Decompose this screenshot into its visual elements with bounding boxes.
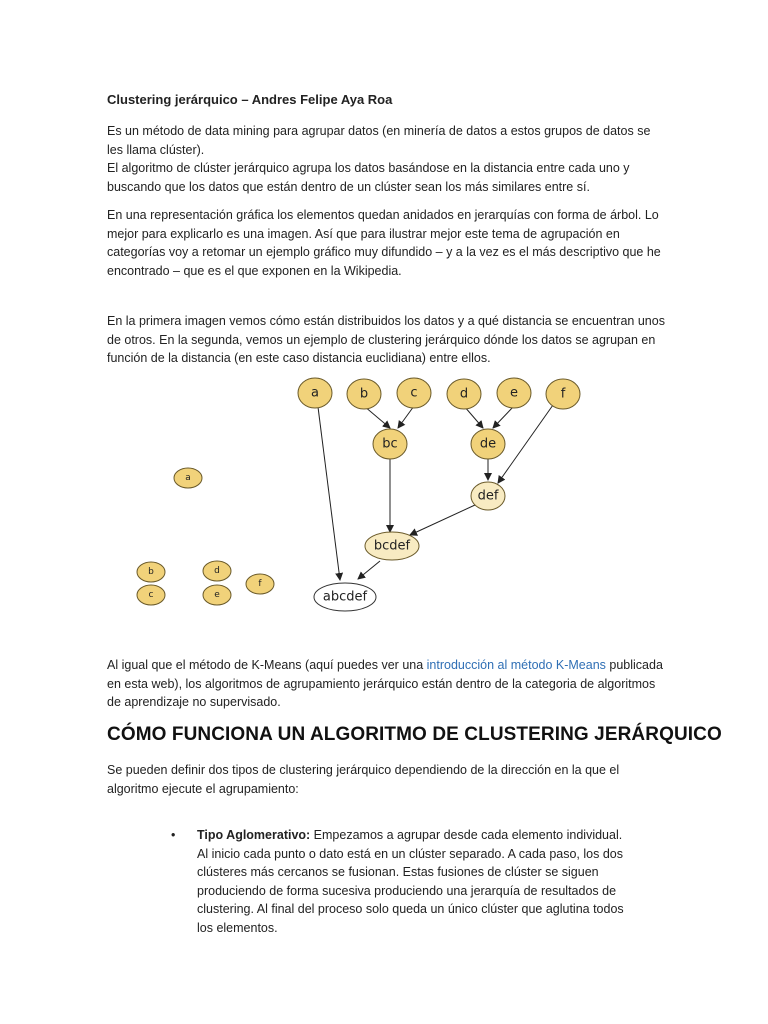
paragraph-representation: En una representación gráfica los elementos quedan anidados en jerarquías con forma de árbol. Lo mejor para explicarlo es una imagen. Así que para ilustrar mejor este tema de agrupación en categorías voy a retomar un ejemplo gráfico muy difundido – y a la vez es el más descriptivo que he encontrado – que es el que exponen en la Wikipedia. [107, 208, 661, 278]
tree-node-bcdef [365, 532, 419, 560]
svg-text:bc: bc [382, 436, 398, 452]
tree-edges [318, 405, 553, 580]
section-heading: CÓMO FUNCIONA UN ALGORITMO DE CLUSTERING JERÁRQUICO [107, 724, 722, 745]
tree-node-a [298, 378, 332, 408]
bullet-text-rest: Al inicio cada punto o dato está en un clúster separado. A cada paso, los dos clústeres más cercanos se fusionan. Estas fusiones de clúster se siguen produciendo de forma sucesiva produciendo una jerarquía de resultados de clustering. Al final del proceso solo queda un único clúster que aglutina todos los elementos. [197, 846, 624, 935]
svg-text:bcdef: bcdef [373, 538, 411, 554]
tree-node-f [546, 379, 580, 409]
tree-node-abcdef [314, 583, 376, 611]
svg-text:a: a [185, 473, 191, 483]
document-title: Clustering jerárquico – Andres Felipe Aya Roa [107, 92, 393, 107]
svg-text:d: d [214, 566, 220, 576]
tree-node-d [447, 379, 481, 409]
scatter-point-b [137, 562, 165, 582]
svg-text:d: d [459, 386, 469, 402]
tree-node-de [471, 429, 505, 459]
scatter-point-d [203, 561, 231, 581]
paragraph-types-intro: Se pueden definir dos tipos de clustering jerárquico dependiendo de la dirección en la que el algoritmo ejecute el agrupamiento: [107, 763, 620, 796]
svg-text:c: c [410, 385, 418, 401]
kmeans-text-before: Al igual que el método de K-Means (aquí puedes ver una [107, 658, 427, 672]
scatter-points [137, 468, 274, 605]
scatter-point-a [174, 468, 202, 488]
paragraph-first-image: En la primera imagen vemos cómo están distribuidos los datos y a qué distancia se encuentran unos de otros. En la segunda, vemos un ejemplo de clustering jerárquico dónde los datos se agrupan en función de la distancia (en este caso distancia euclidiana) entre ellos. [107, 314, 665, 365]
svg-text:f: f [560, 386, 566, 402]
svg-text:abcdef: abcdef [322, 589, 368, 605]
tree-node-c [397, 378, 431, 408]
bullet-text-first: Empezamos a agrupar desde cada elemento individual. [310, 828, 623, 842]
tree-node-bc [373, 429, 407, 459]
scatter-point-e [203, 585, 231, 605]
paragraph-algorithm: El algoritmo de clúster jerárquico agrupa los datos basándose en la distancia entre cada uno y buscando que los datos que están dentro de un clúster sean los más similares entre sí. [107, 161, 630, 194]
svg-text:b: b [148, 567, 154, 577]
svg-text:c: c [148, 590, 154, 600]
svg-text:def: def [477, 488, 499, 504]
svg-text:f: f [258, 579, 262, 589]
bullet-label: Tipo Aglomerativo: [197, 828, 311, 842]
scatter-point-c [137, 585, 165, 605]
svg-text:e: e [510, 385, 518, 401]
bullet-icon: • [171, 828, 176, 842]
tree-node-b [347, 379, 381, 409]
kmeans-text-after: publicada en esta web), los algoritmos de agrupamiento jerárquico están dentro de la categoria de algoritmos de aprendizaje no supervisado. [107, 658, 663, 709]
list-item-agglomerative [171, 826, 641, 937]
kmeans-intro-link[interactable]: introducción al método K-Means [426, 658, 606, 672]
tree-node-def [471, 482, 505, 510]
clustering-figure [130, 375, 590, 615]
svg-text:e: e [214, 590, 220, 600]
svg-text:b: b [359, 386, 369, 402]
paragraph-definition: Es un método de data mining para agrupar datos (en minería de datos a estos grupos de datos se les llama clúster). [107, 124, 651, 157]
scatter-point-f [246, 574, 274, 594]
svg-text:de: de [479, 436, 497, 452]
svg-text:a: a [311, 385, 319, 401]
tree-node-e [497, 378, 531, 408]
tree-nodes [298, 378, 580, 611]
paragraph-kmeans [107, 656, 667, 712]
